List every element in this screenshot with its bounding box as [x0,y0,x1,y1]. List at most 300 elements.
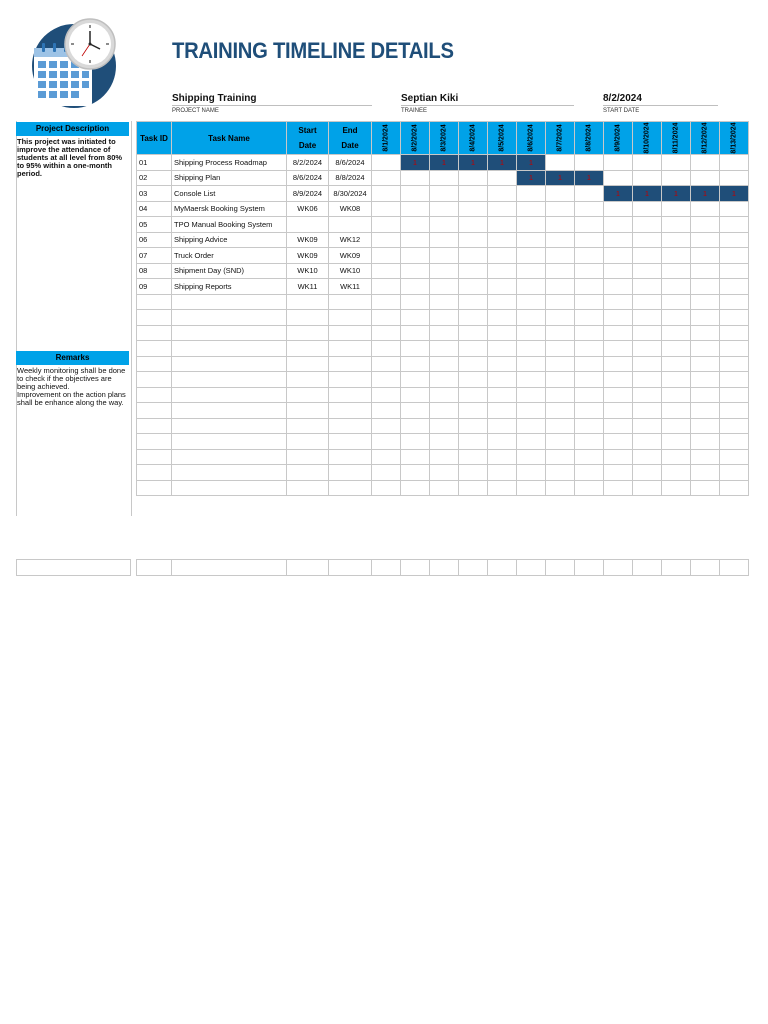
empty-cell [372,341,401,357]
empty-cell [517,294,546,310]
gantt-cell [720,217,749,233]
gantt-cell [691,217,720,233]
date-header-5: 8/6/2024 [517,122,546,155]
end-date-cell: WK11 [329,279,372,295]
gantt-cell [662,201,691,217]
end-date-cell: WK10 [329,263,372,279]
footer-cell [137,560,172,576]
trainee-caption: TRAINEE [401,108,428,114]
gantt-cell [633,201,662,217]
empty-row [137,449,749,465]
empty-cell [575,418,604,434]
empty-cell [604,387,633,403]
empty-cell [430,480,459,496]
empty-cell [459,341,488,357]
gantt-cell [662,248,691,264]
gantt-cell [633,232,662,248]
date-header-3: 8/4/2024 [459,122,488,155]
gantt-cell [662,279,691,295]
table-row [137,186,749,202]
gantt-cell [430,201,459,217]
gantt-bar-cell: 1 [430,155,459,171]
empty-cell [575,480,604,496]
date-header-2: 8/3/2024 [430,122,459,155]
empty-cell [575,325,604,341]
gantt-bar-cell: 1 [691,186,720,202]
gantt-bar-cell: 1 [401,155,430,171]
start-date-header: Start Date [287,122,329,155]
remarks-panel [16,351,129,409]
start-date-field [603,92,718,115]
project-name-field [172,92,372,115]
empty-cell [720,465,749,481]
empty-cell [604,294,633,310]
table-row [137,217,749,233]
empty-cell [575,356,604,372]
empty-cell [546,434,575,450]
gantt-cell [459,186,488,202]
empty-cell [172,356,287,372]
empty-cell [720,356,749,372]
gantt-cell [633,279,662,295]
empty-cell [329,356,372,372]
gantt-cell [517,186,546,202]
footer-cell [430,560,459,576]
gantt-cell [430,217,459,233]
empty-cell [720,325,749,341]
empty-cell [172,480,287,496]
empty-cell [604,325,633,341]
gantt-cell [691,155,720,171]
empty-cell [691,387,720,403]
empty-cell [575,465,604,481]
gantt-cell [401,248,430,264]
sidebar-footer-cell [16,559,131,576]
empty-cell [430,310,459,326]
gantt-cell [372,155,401,171]
task-id-cell: 08 [137,263,172,279]
empty-cell [662,465,691,481]
empty-cell [633,387,662,403]
empty-cell [372,418,401,434]
empty-cell [287,372,329,388]
empty-cell [546,480,575,496]
empty-cell [287,403,329,419]
empty-cell [662,418,691,434]
gantt-cell [430,170,459,186]
empty-cell [172,387,287,403]
project-name-value: Shipping Training [172,93,257,104]
gantt-cell [488,248,517,264]
empty-cell [488,418,517,434]
end-date-cell: WK08 [329,201,372,217]
empty-cell [329,294,372,310]
empty-cell [517,465,546,481]
empty-cell [488,372,517,388]
footer-cell [329,560,372,576]
empty-cell [137,387,172,403]
task-name-cell: Shipping Advice [172,232,287,248]
date-header-4: 8/5/2024 [488,122,517,155]
gantt-cell [633,155,662,171]
empty-cell [401,418,430,434]
gantt-cell [546,155,575,171]
gantt-cell [430,186,459,202]
gantt-cell [720,201,749,217]
date-header-9: 8/10/2024 [633,122,662,155]
empty-cell [488,449,517,465]
gantt-cell [430,232,459,248]
gantt-bar-cell: 1 [546,170,575,186]
empty-cell [401,310,430,326]
empty-row [137,465,749,481]
gantt-cell [546,201,575,217]
gantt-cell [662,263,691,279]
gantt-cell [575,232,604,248]
gantt-cell [575,217,604,233]
gantt-cell [459,248,488,264]
empty-cell [662,449,691,465]
empty-cell [633,310,662,326]
task-id-cell: 05 [137,217,172,233]
empty-cell [662,325,691,341]
project-description-text: This project was initiated to improve the attendance of students at all level from 80% to 95% within a one-month period. [17,137,123,178]
gantt-cell [546,279,575,295]
empty-cell [575,449,604,465]
empty-cell [488,465,517,481]
empty-cell [137,465,172,481]
empty-cell [137,480,172,496]
gantt-cell [459,263,488,279]
empty-cell [172,449,287,465]
empty-cell [517,387,546,403]
gantt-cell [720,232,749,248]
empty-cell [517,341,546,357]
footer-cell [662,560,691,576]
start-date-cell: 8/9/2024 [287,186,329,202]
empty-cell [546,341,575,357]
empty-cell [546,449,575,465]
empty-cell [517,449,546,465]
gantt-cell [604,201,633,217]
empty-cell [488,356,517,372]
end-date-cell: WK12 [329,232,372,248]
empty-cell [575,403,604,419]
empty-cell [372,372,401,388]
empty-cell [575,387,604,403]
empty-cell [720,387,749,403]
gantt-cell [720,170,749,186]
empty-cell [430,418,459,434]
gantt-cell [604,232,633,248]
footer-cell [287,560,329,576]
empty-cell [517,418,546,434]
empty-cell [662,356,691,372]
empty-cell [488,387,517,403]
empty-cell [459,418,488,434]
gantt-cell [604,170,633,186]
empty-cell [604,434,633,450]
gantt-cell [372,217,401,233]
footer-cell [575,560,604,576]
empty-cell [372,310,401,326]
empty-cell [459,325,488,341]
gantt-cell [372,232,401,248]
empty-cell [172,294,287,310]
gantt-cell [720,263,749,279]
empty-cell [372,449,401,465]
empty-cell [172,418,287,434]
gantt-cell [604,155,633,171]
date-header-6: 8/7/2024 [546,122,575,155]
gantt-cell [401,263,430,279]
empty-cell [546,372,575,388]
empty-cell [137,403,172,419]
gantt-cell [575,186,604,202]
gantt-cell [459,232,488,248]
empty-cell [604,356,633,372]
gantt-cell [430,263,459,279]
empty-cell [172,434,287,450]
empty-cell [691,403,720,419]
end-date-cell: WK09 [329,248,372,264]
empty-cell [691,356,720,372]
empty-cell [575,434,604,450]
task-name-cell: MyMaersk Booking System [172,201,287,217]
gantt-cell [633,170,662,186]
empty-cell [329,434,372,450]
gantt-cell [633,248,662,264]
empty-cell [401,465,430,481]
project-description-header: Project Description [16,122,129,136]
table-row [137,201,749,217]
start-date-cell: WK09 [287,232,329,248]
empty-cell [488,434,517,450]
task-name-header: Task Name [172,122,287,155]
empty-cell [372,403,401,419]
empty-cell [662,480,691,496]
empty-cell [372,325,401,341]
empty-cell [546,325,575,341]
project-name-caption: PROJECT NAME [172,108,219,114]
empty-row [137,403,749,419]
empty-cell [633,294,662,310]
trainee-field [401,92,574,115]
empty-cell [546,310,575,326]
empty-cell [517,310,546,326]
gantt-cell [488,170,517,186]
empty-cell [604,341,633,357]
empty-cell [459,403,488,419]
empty-cell [372,294,401,310]
empty-cell [401,387,430,403]
empty-cell [137,325,172,341]
start-date-cell: WK09 [287,248,329,264]
gantt-cell [430,248,459,264]
empty-cell [430,341,459,357]
empty-cell [691,341,720,357]
empty-cell [720,372,749,388]
empty-cell [546,403,575,419]
empty-cell [546,356,575,372]
empty-cell [691,372,720,388]
end-date-cell: 8/6/2024 [329,155,372,171]
table-row [137,263,749,279]
gantt-cell [488,279,517,295]
empty-cell [401,372,430,388]
empty-cell [287,310,329,326]
empty-cell [691,310,720,326]
empty-cell [633,434,662,450]
empty-cell [633,465,662,481]
empty-cell [459,434,488,450]
gantt-cell [691,248,720,264]
empty-cell [488,325,517,341]
gantt-cell [604,248,633,264]
empty-cell [459,465,488,481]
empty-cell [720,310,749,326]
empty-cell [287,480,329,496]
empty-cell [137,341,172,357]
empty-cell [517,356,546,372]
empty-cell [720,449,749,465]
empty-cell [633,403,662,419]
start-date-cell: WK10 [287,263,329,279]
empty-cell [633,325,662,341]
empty-cell [575,294,604,310]
empty-cell [575,372,604,388]
start-date-cell: WK11 [287,279,329,295]
task-id-header: Task ID [137,122,172,155]
empty-cell [662,434,691,450]
gantt-cell [401,201,430,217]
gantt-cell [546,263,575,279]
task-name-cell: Shipment Day (SND) [172,263,287,279]
empty-cell [137,356,172,372]
empty-cell [662,372,691,388]
gantt-cell [604,217,633,233]
task-id-cell: 07 [137,248,172,264]
gantt-cell [546,232,575,248]
empty-cell [372,434,401,450]
empty-cell [488,480,517,496]
gantt-cell [459,279,488,295]
footer-cell [372,560,401,576]
gantt-cell [517,217,546,233]
empty-cell [459,449,488,465]
empty-cell [517,372,546,388]
gantt-cell [372,170,401,186]
date-header-7: 8/8/2024 [575,122,604,155]
footer-cell [604,560,633,576]
empty-cell [430,465,459,481]
empty-cell [604,418,633,434]
empty-cell [287,341,329,357]
gantt-cell [575,248,604,264]
empty-cell [329,480,372,496]
empty-row [137,325,749,341]
empty-cell [137,418,172,434]
gantt-cell [604,263,633,279]
empty-row [137,341,749,357]
gantt-cell [372,263,401,279]
gantt-bar-cell: 1 [517,170,546,186]
date-header-11: 8/12/2024 [691,122,720,155]
gantt-cell [575,279,604,295]
gantt-cell [691,279,720,295]
footer-cell [546,560,575,576]
empty-cell [329,341,372,357]
gantt-cell [720,248,749,264]
empty-cell [720,434,749,450]
empty-cell [662,341,691,357]
empty-cell [430,294,459,310]
empty-cell [287,418,329,434]
empty-cell [720,294,749,310]
empty-cell [287,325,329,341]
empty-cell [604,372,633,388]
gantt-cell [459,217,488,233]
empty-cell [430,403,459,419]
empty-cell [720,480,749,496]
gantt-cell [401,186,430,202]
task-name-cell: Truck Order [172,248,287,264]
remarks-header: Remarks [16,351,129,365]
empty-cell [172,341,287,357]
gantt-bar-cell: 1 [662,186,691,202]
empty-cell [633,449,662,465]
gantt-cell [604,279,633,295]
empty-cell [691,434,720,450]
empty-cell [430,356,459,372]
empty-cell [488,341,517,357]
empty-row [137,310,749,326]
footer-cell [459,560,488,576]
empty-cell [459,294,488,310]
empty-cell [401,356,430,372]
end-date-cell [329,217,372,233]
empty-cell [691,449,720,465]
empty-cell [401,341,430,357]
empty-row [137,480,749,496]
gantt-cell [691,170,720,186]
task-name-cell: Console List [172,186,287,202]
sidebar-frame [16,121,132,516]
gantt-cell [575,263,604,279]
footer-cell [172,560,287,576]
empty-cell [287,356,329,372]
footer-cell [517,560,546,576]
empty-cell [691,325,720,341]
gantt-cell [401,217,430,233]
empty-cell [720,341,749,357]
empty-cell [459,310,488,326]
empty-row [137,434,749,450]
task-name-cell: Shipping Plan [172,170,287,186]
task-id-cell: 02 [137,170,172,186]
project-description-panel [16,122,129,180]
empty-cell [401,294,430,310]
gantt-bar-cell: 1 [517,155,546,171]
page-title: TRAINING TIMELINE DETAILS [172,38,454,63]
empty-cell [287,387,329,403]
start-date-cell [287,217,329,233]
gantt-cell [720,279,749,295]
empty-cell [372,387,401,403]
empty-cell [488,294,517,310]
empty-cell [372,480,401,496]
gantt-cell [575,201,604,217]
